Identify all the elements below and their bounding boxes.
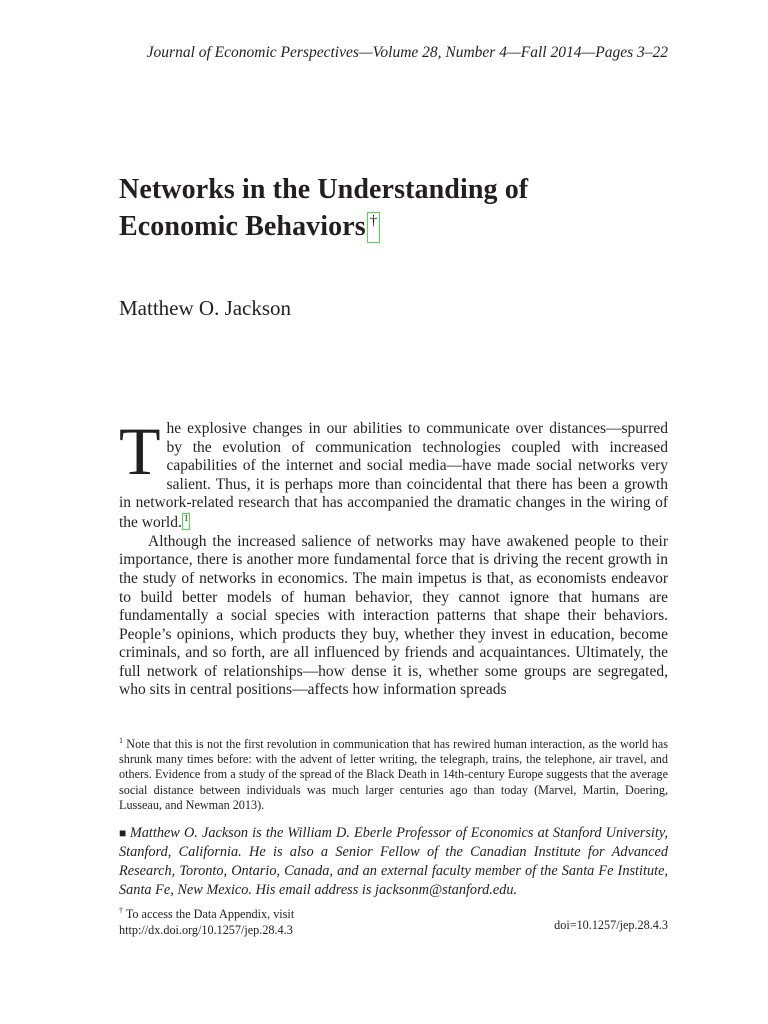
bio-square-bullet-icon: ■: [119, 826, 127, 840]
data-appendix-url[interactable]: http://dx.doi.org/10.1257/jep.28.4.3: [119, 922, 293, 937]
body-text: [119, 413, 668, 700]
title-line-1: Networks in the Understanding of: [119, 174, 529, 205]
author-bio-text: Matthew O. Jackson is the William D. Eberle Professor of Economics at Stanford University, Stanford, California. He is also a Senior Fellow of the Canadian Institute for Advanced Research, Toronto, Ontario, Canada, and an external faculty member of the Santa Fe Institute, Santa Fe, New Mexico. His email address is jacksonm@stanford.edu.: [119, 825, 669, 898]
article-title: [119, 171, 528, 245]
data-appendix-intro: To access the Data Appendix, visit: [123, 907, 295, 922]
paragraph-1: [119, 413, 668, 533]
running-header: Journal of Economic Perspectives—Volume 28, Number 4—Fall 2014—Pages 3–22: [146, 44, 668, 61]
title-line-2-text: Economic Behaviors: [119, 211, 366, 242]
paragraph-2: Although the increased salience of networks may have awakened people to their importance, there is another more fundamental force that is driving the recent growth in the study of networks in economics. The main impetus is that, as economists endeavor to build better models of human behavior, they cannot ignore that humans are fundamentally a social species with interaction patterns that shape their behaviors. People’s opinions, which products they buy, whether they invest in education, become criminals, and so forth, are all influenced by friends and acquaintances. Ultimately, the full network of relationships—how dense it is, whether some groups are segregated, who sits in central positions—affects how information spreads: [119, 532, 668, 699]
footnote-1-text: Note that this is not the first revolution in communication that has rewired human interaction, as the world has shrunk many times before: with the advent of letter writing, the telegraph, trains, the telephone, air travel, and others. Evidence from a study of the spread of the Black Death in 14th-century Europe suggests that the average social distance between individuals was much larger centuries ago than today (Marvel, Martin, Doering, Lusseau, and Newman 2013).: [119, 737, 668, 812]
doi-label: doi=10.1257/jep.28.4.3: [554, 918, 668, 932]
footnote-1: [119, 733, 668, 813]
author-name: Matthew O. Jackson: [119, 296, 292, 320]
paragraph-1-text: he explosive changes in our abilities to communicate over distances—spurred by the evolution of communication technologies coupled with increased capabilities of the internet and social media—have made social networks very salient. Thus, it is perhaps more than coincidental that there has been a growth in network-related research that has accompanied the dramatic changes in the wiring of the world.: [119, 420, 668, 532]
title-dagger-link[interactable]: †: [367, 212, 381, 243]
data-appendix-dagger: †: [119, 906, 123, 915]
title-line-2: [119, 208, 528, 245]
footnote-1-marker: 1: [119, 736, 123, 745]
author-bio: [119, 824, 668, 900]
drop-cap: T: [119, 413, 161, 489]
footnote-ref-1-link[interactable]: 1: [182, 513, 191, 530]
